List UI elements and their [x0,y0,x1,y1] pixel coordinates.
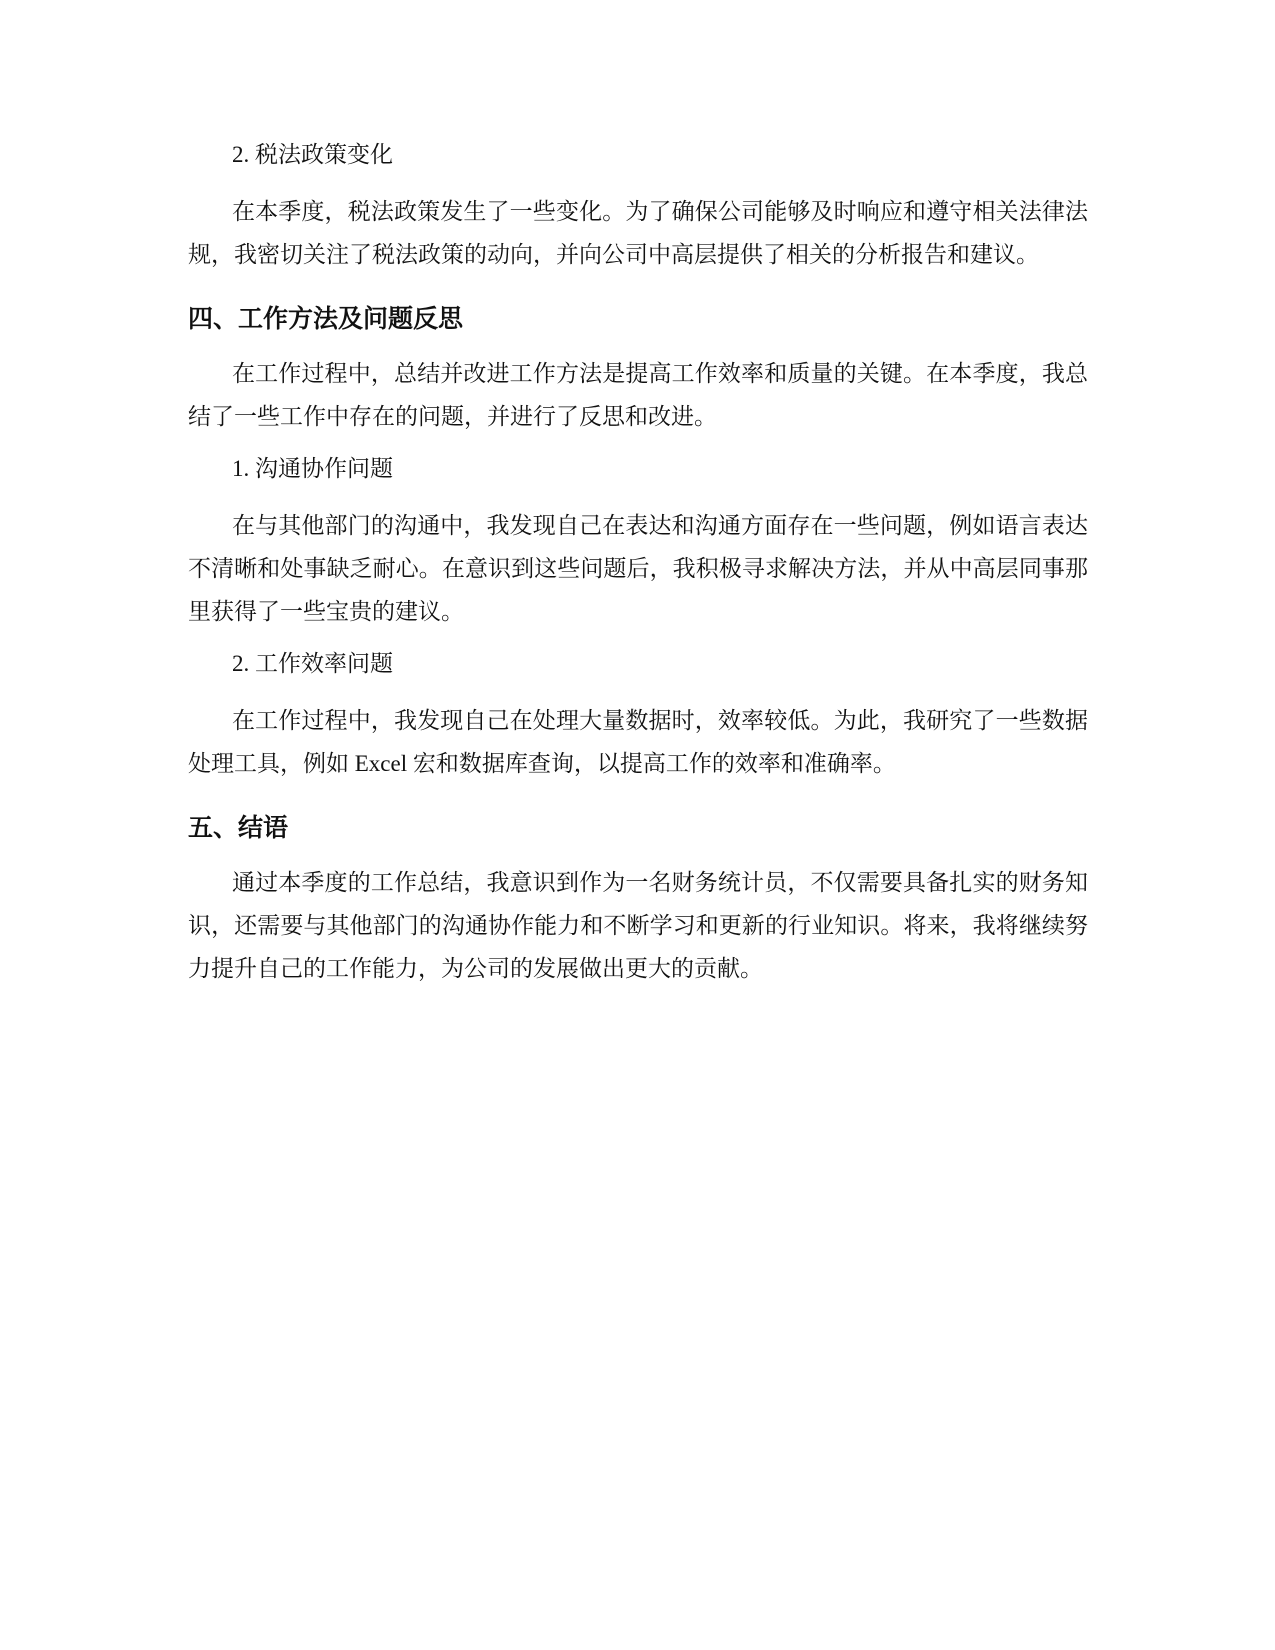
section-heading-methods: 四、工作方法及问题反思 [188,304,464,333]
section-heading-conclusion: 五、结语 [188,813,289,842]
paragraph-methods-intro: 在工作过程中，总结并改进工作方法是提高工作效率和质量的关键。在本季度，我总结了一些工作中存在的问题，并进行了反思和改进。 [188,361,1088,429]
paragraph-tax-policy: 在本季度，税法政策发生了一些变化。为了确保公司能够及时响应和遵守相关法律法规，我密切关注了税法政策的动向，并向公司中高层提供了相关的分析报告和建议。 [188,199,1088,267]
list-item-communication: 1. 沟通协作问题 [232,456,393,481]
document-page [188,140,1088,1006]
paragraph-conclusion: 通过本季度的工作总结，我意识到作为一名财务统计员，不仅需要具备扎实的财务知识，还需要与其他部门的沟通协作能力和不断学习和更新的行业知识。将来，我将继续努力提升自己的工作能力，为公司的发展做出更大的贡献。 [188,870,1088,981]
paragraph-communication: 在与其他部门的沟通中，我发现自己在表达和沟通方面存在一些问题，例如语言表达不清晰和处事缺乏耐心。在意识到这些问题后，我积极寻求解决方法，并从中高层同事那里获得了一些宝贵的建议。 [188,513,1088,624]
paragraph-efficiency: 在工作过程中，我发现自己在处理大量数据时，效率较低。为此，我研究了一些数据处理工具，例如 Excel 宏和数据库查询，以提高工作的效率和准确率。 [188,708,1088,776]
list-item-efficiency: 2. 工作效率问题 [232,651,393,676]
list-item-tax-policy: 2. 税法政策变化 [232,142,393,167]
